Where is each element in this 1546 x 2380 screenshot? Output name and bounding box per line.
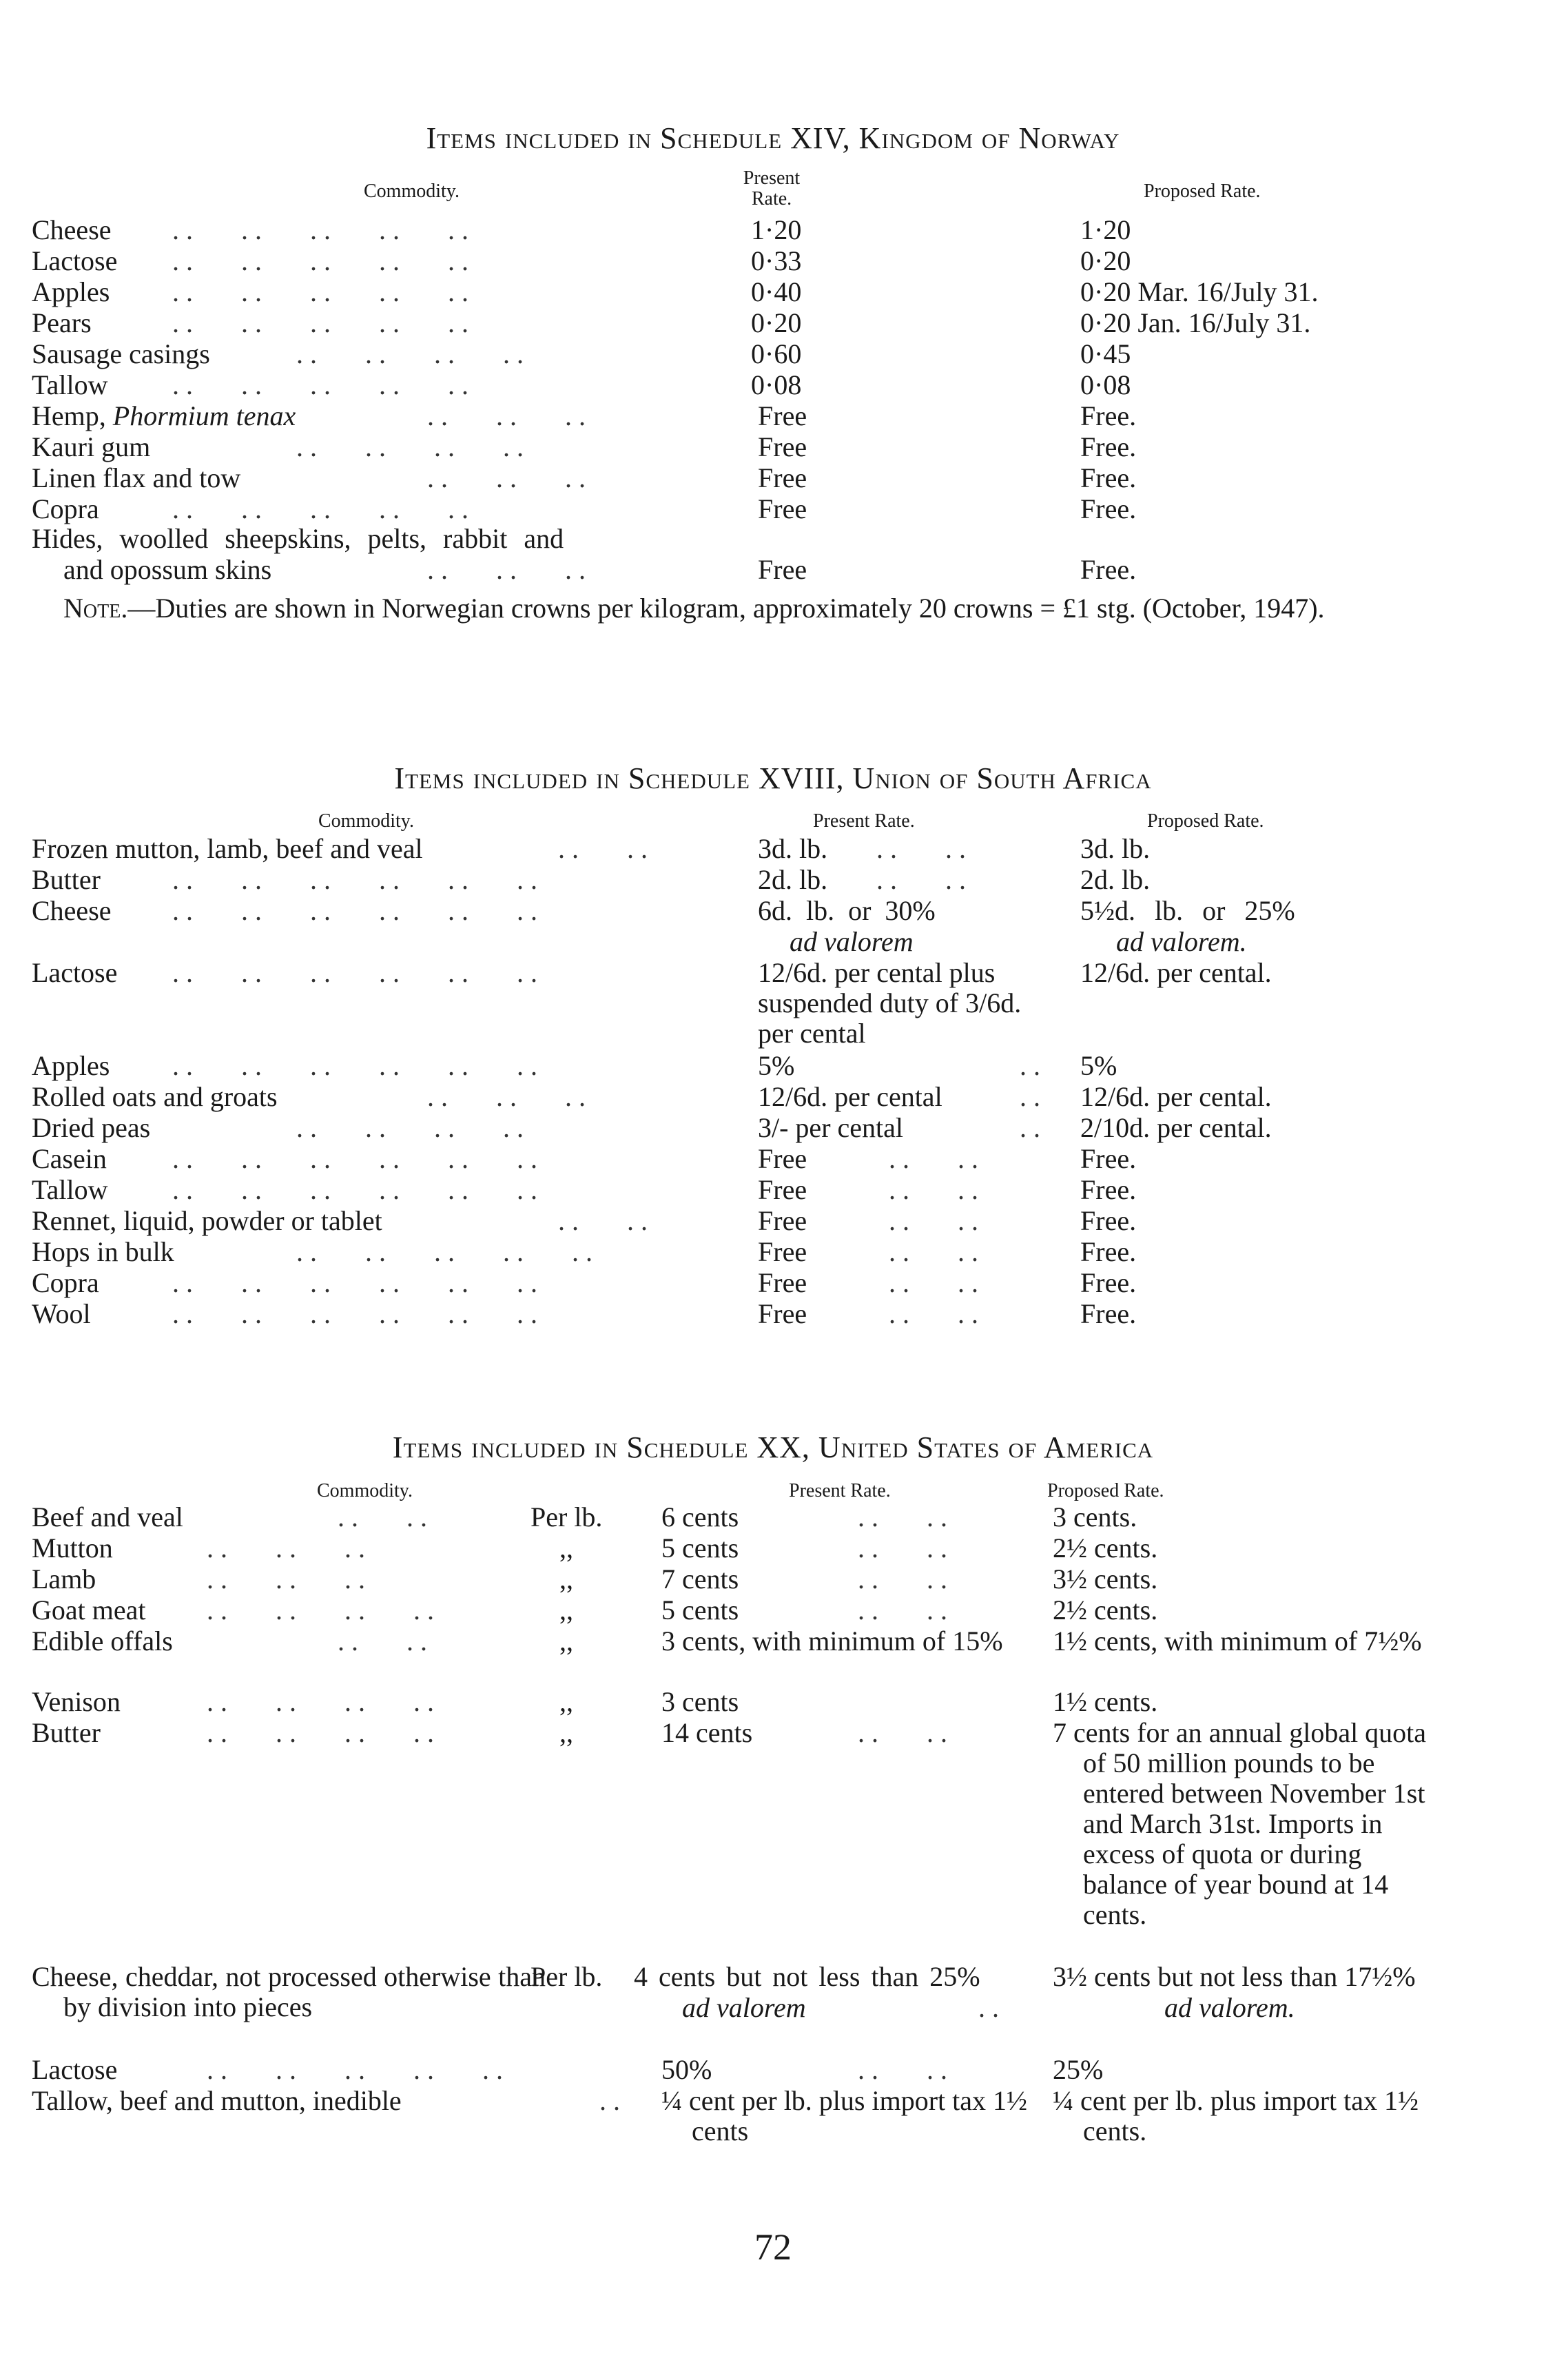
ditto-mark: ,, <box>559 1594 573 1625</box>
south-africa-header-commodity: Commodity. <box>318 810 414 832</box>
note-text: —Duties are shown in Norwegian crowns per kilogram, approximately 20 crowns = £1 stg. (October, 1947). <box>127 593 1325 624</box>
present-rate-cell: 50% <box>661 2054 712 2085</box>
proposed-rate-cell: 1·20 <box>1080 214 1131 245</box>
present-rate-cell: Free <box>758 1143 807 1174</box>
present-rate-cell: 5 cents <box>661 1532 739 1563</box>
commodity-cell: Lamb <box>32 1563 96 1594</box>
norway-header-proposed: Proposed Rate. <box>1144 181 1261 202</box>
leader-dots: .. <box>599 2085 627 2116</box>
leader-dots: .. .. .. .. <box>296 1112 530 1143</box>
proposed-rate-cell: 7 cents for an annual global quota of 50 million pounds to be entered between November 1st and March 31st. Imports in excess of quota or during balance of year bound at 14 cents. <box>1053 1717 1427 1930</box>
present-rate-cell: 5% <box>758 1050 795 1081</box>
leader-dots: .. .. <box>889 1205 985 1236</box>
commodity-cell: Hides, woolled sheepskins, pelts, rabbit and <box>32 523 564 554</box>
present-rate-cell: 0·20 <box>751 307 802 338</box>
proposed-rate-cell: Free. <box>1080 400 1137 431</box>
proposed-rate-italic-cell: ad valorem. <box>1116 926 1247 957</box>
leader-dots: .. .. .. <box>427 462 592 493</box>
leader-dots: .. .. .. .. .. <box>172 493 475 524</box>
present-rate-cell: 0·08 <box>751 369 802 400</box>
present-rate-cell: 3d. lb. <box>758 833 828 864</box>
leader-dots: .. .. .. .. <box>207 1717 441 1748</box>
present-rate-cell: 6 cents <box>661 1501 739 1532</box>
present-rate-italic-cell: ad valorem <box>790 926 914 957</box>
commodity-cell: Sausage casings <box>32 338 210 369</box>
norway-header-commodity: Commodity. <box>364 181 460 202</box>
unit-cell: Per lb. <box>530 1961 603 1992</box>
leader-dots: .. .. .. .. .. .. <box>172 1174 544 1205</box>
leader-dots: .. .. <box>558 833 655 864</box>
commodity-cell: Venison <box>32 1686 121 1717</box>
commodity-cell: Butter <box>32 1717 101 1748</box>
norway-header-present: Present Rate. <box>743 167 801 209</box>
present-rate-cell: 1·20 <box>751 214 802 245</box>
present-rate-cell: 3/- per cental <box>758 1112 903 1143</box>
commodity-cell: Apples <box>32 276 110 307</box>
proposed-rate-cell: Free. <box>1080 1143 1137 1174</box>
leader-dots: .. .. .. .. .. .. <box>172 1050 544 1081</box>
leader-dots: .. .. <box>858 1594 954 1625</box>
present-rate-italic-cell: ad valorem <box>682 1992 806 2023</box>
present-rate-cell: 3 cents <box>661 1686 739 1717</box>
proposed-rate-cell: Free. <box>1080 1298 1137 1329</box>
proposed-rate-cell: Free. <box>1080 1174 1137 1205</box>
commodity-cell: Beef and veal <box>32 1501 183 1532</box>
proposed-rate-cell: 3½ cents but not less than 17½% <box>1053 1961 1416 1992</box>
leader-dots: .. .. .. <box>427 400 592 431</box>
proposed-rate-cell: 12/6d. per cental. <box>1080 1081 1272 1112</box>
commodity-italic-text: Phormium tenax <box>112 400 296 431</box>
present-rate-cell: Free <box>758 462 807 493</box>
proposed-rate-cell: 0·20 Mar. 16/July 31. <box>1080 276 1319 307</box>
leader-dots: .. .. .. .. .. .. <box>172 957 544 988</box>
leader-dots: .. .. <box>889 1267 985 1298</box>
leader-dots: .. .. .. .. .. .. <box>172 1143 544 1174</box>
ditto-mark: ,, <box>559 1717 573 1748</box>
commodity-cell: Dried peas <box>32 1112 151 1143</box>
present-rate-cell: Free <box>758 400 807 431</box>
commodity-cell: Wool <box>32 1298 91 1329</box>
commodity-cell: Copra <box>32 1267 99 1298</box>
proposed-rate-cell: 1½ cents, with minimum of 7½% <box>1053 1625 1422 1656</box>
proposed-rate-cell: Free. <box>1080 1205 1137 1236</box>
proposed-rate-cell: Free. <box>1080 431 1137 462</box>
commodity-cell: Linen flax and tow <box>32 462 241 493</box>
present-rate-cell: 12/6d. per cental plus suspended duty of 3/6d. per cental <box>758 957 1022 1049</box>
present-rate-cell: 0·60 <box>751 338 802 369</box>
leader-dots: .. .. .. .. .. .. <box>172 1298 544 1329</box>
leader-dots: .. .. <box>889 1174 985 1205</box>
proposed-rate-cell: Free. <box>1080 1236 1137 1267</box>
leader-dots: .. .. <box>889 1143 985 1174</box>
leader-dots: .. .. .. .. <box>296 431 530 462</box>
commodity-cell: Cheese <box>32 895 112 926</box>
usa-title: Items included in Schedule XX, United States of America <box>392 1430 1154 1464</box>
commodity-cell: Copra <box>32 493 99 524</box>
leader-dots: .. .. .. .. .. <box>296 1236 599 1267</box>
commodity-text: Hemp, <box>32 400 113 431</box>
commodity-cell: Pears <box>32 307 92 338</box>
proposed-rate-cell: 0·20 Jan. 16/July 31. <box>1080 307 1311 338</box>
leader-dots: .. .. .. .. <box>207 1686 441 1717</box>
leader-dots: .. .. <box>558 1205 655 1236</box>
present-rate-cell: 12/6d. per cental <box>758 1081 942 1112</box>
present-rate-continuation <box>682 1993 806 2023</box>
leader-dots: .. <box>978 1992 1006 2023</box>
usa-header-present: Present Rate. <box>789 1480 891 1501</box>
proposed-rate-cell: Free. <box>1080 1267 1137 1298</box>
commodity-cell: Lactose <box>32 957 118 988</box>
leader-dots: .. .. .. <box>427 554 592 585</box>
leader-dots: .. .. <box>338 1501 434 1532</box>
present-rate-cell: 14 cents <box>661 1717 753 1748</box>
present-rate-cell: Free <box>758 1174 807 1205</box>
proposed-rate-cell: 0·20 <box>1080 245 1131 276</box>
proposed-rate-cell: 2/10d. per cental. <box>1080 1112 1272 1143</box>
present-rate-cell: 5 cents <box>661 1594 739 1625</box>
leader-dots: .. .. <box>858 2054 954 2085</box>
commodity-cell: Frozen mutton, lamb, beef and veal <box>32 833 423 864</box>
commodity-cell: Lactose <box>32 245 118 276</box>
page-number: 72 <box>754 2226 792 2268</box>
norway-title: Items included in Schedule XIV, Kingdom of Norway <box>426 121 1120 155</box>
present-rate-cell: Free <box>758 1298 807 1329</box>
leader-dots: .. .. .. <box>207 1563 372 1594</box>
commodity-cell: Rolled oats and groats <box>32 1081 278 1112</box>
usa-header-proposed: Proposed Rate. <box>1047 1480 1164 1501</box>
leader-dots: .. .. <box>876 833 973 864</box>
leader-dots: .. <box>1020 1050 1047 1081</box>
present-rate-cell: Free <box>758 1205 807 1236</box>
proposed-rate-cell: Free. <box>1080 554 1137 585</box>
proposed-rate-cell: 1½ cents. <box>1053 1686 1158 1717</box>
present-rate-cell: Free <box>758 493 807 524</box>
usa-header-commodity: Commodity. <box>317 1480 413 1501</box>
commodity-cell: Tallow <box>32 369 108 400</box>
leader-dots: .. <box>1020 1081 1047 1112</box>
commodity-cell: Cheese, cheddar, not processed otherwise than by division into pieces <box>32 1961 546 2022</box>
leader-dots: .. .. <box>858 1717 954 1748</box>
south-africa-header-proposed: Proposed Rate. <box>1147 810 1264 832</box>
present-rate-cell: 2d. lb. <box>758 864 828 895</box>
leader-dots: .. .. .. .. .. <box>172 214 475 245</box>
leader-dots: .. .. <box>889 1236 985 1267</box>
proposed-rate-cell: ¼ cent per lb. plus import tax 1½ cents. <box>1053 2085 1419 2146</box>
present-rate-cell: Free <box>758 554 807 585</box>
present-rate-cell: 7 cents <box>661 1563 739 1594</box>
leader-dots: .. .. .. .. .. <box>172 369 475 400</box>
ditto-mark: ,, <box>559 1686 573 1717</box>
leader-dots: .. .. <box>858 1563 954 1594</box>
unit-cell: Per lb. <box>530 1501 603 1532</box>
leader-dots: .. .. .. .. <box>296 338 530 369</box>
commodity-cell: Kauri gum <box>32 431 151 462</box>
leader-dots: .. .. .. .. .. <box>172 276 475 307</box>
leader-dots: .. .. <box>858 1501 954 1532</box>
norway-note <box>32 591 1403 626</box>
leader-dots: .. .. <box>338 1625 434 1656</box>
commodity-cell: Mutton <box>32 1532 113 1563</box>
leader-dots: .. .. .. .. .. .. <box>172 895 544 926</box>
south-africa-header-present: Present Rate. <box>813 810 915 832</box>
leader-dots: .. .. .. <box>207 1532 372 1563</box>
commodity-cell: Rennet, liquid, powder or tablet <box>32 1205 382 1236</box>
leader-dots: .. .. .. .. .. <box>207 2054 510 2085</box>
present-rate-cell: 0·33 <box>751 245 802 276</box>
leader-dots: .. .. .. .. .. <box>172 307 475 338</box>
proposed-rate-cell: 12/6d. per cental. <box>1080 957 1272 988</box>
ditto-mark: ,, <box>559 1532 573 1563</box>
leader-dots: .. <box>1020 1112 1047 1143</box>
commodity-cell: Tallow, beef and mutton, inedible <box>32 2085 402 2116</box>
proposed-rate-cell: 2½ cents. <box>1053 1594 1158 1625</box>
leader-dots: .. .. <box>876 864 973 895</box>
proposed-rate-italic-cell: ad valorem. <box>1164 1992 1295 2023</box>
proposed-rate-cell: 3½ cents. <box>1053 1563 1158 1594</box>
present-rate-cell: ¼ cent per lb. plus import tax 1½ cents <box>661 2085 1028 2146</box>
leader-dots: .. .. <box>858 1532 954 1563</box>
commodity-cell: Casein <box>32 1143 107 1174</box>
present-rate-cell: Free <box>758 1236 807 1267</box>
present-rate-cell: 4 cents but not less than 25% <box>634 1961 980 1992</box>
commodity-cell: Butter <box>32 864 101 895</box>
commodity-cell: Hops in bulk <box>32 1236 174 1267</box>
present-rate-cell: 0·40 <box>751 276 802 307</box>
proposed-rate-cell: 25% <box>1053 2054 1104 2085</box>
present-rate-cell: 3 cents, with minimum of 15% <box>661 1625 1003 1656</box>
commodity-cell: Goat meat <box>32 1594 146 1625</box>
proposed-rate-cell: 5½d. lb. or 25% <box>1080 895 1295 926</box>
proposed-rate-cell: Free. <box>1080 493 1137 524</box>
proposed-rate-cell: 2d. lb. <box>1080 864 1151 895</box>
ditto-mark: ,, <box>559 1563 573 1594</box>
proposed-rate-cell: 0·08 <box>1080 369 1131 400</box>
leader-dots: .. .. <box>889 1298 985 1329</box>
commodity-cell: Apples <box>32 1050 110 1081</box>
present-rate-cell: 6d. lb. or 30% <box>758 895 936 926</box>
south-africa-title: Items included in Schedule XVIII, Union of South Africa <box>394 761 1152 795</box>
commodity-cell <box>32 401 296 431</box>
commodity-cell: Cheese <box>32 214 112 245</box>
proposed-rate-cell: 5% <box>1080 1050 1117 1081</box>
proposed-rate-cell: 0·45 <box>1080 338 1131 369</box>
ditto-mark: ,, <box>559 1625 573 1656</box>
proposed-rate-cell: 3 cents. <box>1053 1501 1137 1532</box>
proposed-rate-cell: 3d. lb. <box>1080 833 1151 864</box>
commodity-cell: Lactose <box>32 2054 118 2085</box>
commodity-cell: Tallow <box>32 1174 108 1205</box>
present-rate-cell: Free <box>758 431 807 462</box>
leader-dots: .. .. .. .. .. .. <box>172 1267 544 1298</box>
present-rate-cell: Free <box>758 1267 807 1298</box>
commodity-continuation: and opossum skins <box>63 554 272 585</box>
leader-dots: .. .. .. <box>427 1081 592 1112</box>
proposed-rate-cell: 2½ cents. <box>1053 1532 1158 1563</box>
leader-dots: .. .. .. .. .. <box>172 245 475 276</box>
leader-dots: .. .. .. .. .. .. <box>172 864 544 895</box>
commodity-cell: Edible offals <box>32 1625 173 1656</box>
leader-dots: .. .. .. .. <box>207 1594 441 1625</box>
proposed-rate-cell: Free. <box>1080 462 1137 493</box>
note-label: Note. <box>63 593 128 624</box>
